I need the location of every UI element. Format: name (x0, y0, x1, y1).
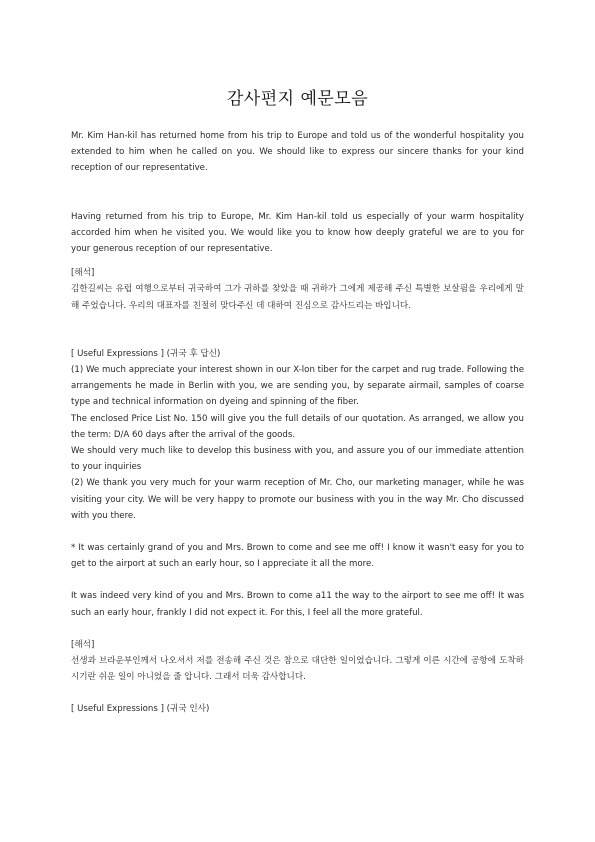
page-title: 감사편지 예문모음 (226, 89, 369, 109)
useful-expressions-header-1: [ Useful Expressions ] (귀국 후 답신) (71, 348, 221, 359)
translation-2: 선생과 브라운부인께서 나오셔서 저를 전송해 주신 것은 참으로 대단한 일이었습니다. 그렇게 이른 시간에 공항에 도착하시기란 쉬운 일이 아니었을 줄 압니다. 그래서 더욱 감사합니다. (71, 656, 524, 683)
translation-1: 김한길씨는 유럽 여행으로부터 귀국하여 그가 귀하를 찾았을 때 귀하가 그에게 제공해 주신 특별한 보살핌을 우리에게 말해 주었습니다. 우리의 대표자를 친절히 맞다주신 데 대하여 진심으로 감사드리는 바입니다. (71, 284, 524, 311)
useful-expression-3: We should very much like to develop this business with you, and assure you of our immediate attention to your inquiries (71, 446, 524, 473)
paragraph-4: It was indeed very kind of you and Mrs. Brown to come a11 the way to the airport to see me off! It was such an early hour, frankly I did not expect it. For this, I feel all the more grateful. (71, 591, 524, 618)
document-body (71, 128, 524, 718)
paragraph-3: * It was certainly grand of you and Mrs. Brown to come and see me off! I know it wasn't easy for you to get to the airport at such an early hour, so I appreciate it all the more. (71, 543, 524, 570)
translation-label-1: [해석] (71, 268, 95, 279)
useful-expression-2: The enclosed Price List No. 150 will give you the full details of our quotation. As arranged, we allow you the term: D/A 60 days after the arrival of the goods. (71, 413, 524, 440)
useful-expressions-header-2: [ Useful Expressions ] (귀국 인사) (71, 704, 210, 715)
useful-expression-1: (1) We much appreciate your interest shown in our X-lon tiber for the carpet and rug trade. Following the arrangements he made in Berlin with you, we are sending you, by separate airmail, samples of coarse type and technical information on dyeing and spinning of the fiber. (71, 365, 524, 408)
useful-expression-4: (2) We thank you very much for your warm reception of Mr. Cho, our marketing manager, while he was visiting your city. We will be very happy to promote our business with you in the way Mr. Cho discussed with you there. (71, 478, 524, 521)
paragraph-2: Having returned from his trip to Europe, Mr. Kim Han-kil told us especially of your warm hospitality accorded him when he visited you. We would like you to know how deeply grateful we are to you for your generous reception of our representative. (71, 211, 524, 255)
paragraph-1: Mr. Kim Han-kil has returned home from his trip to Europe and told us of the wonderful hospitality you extended to him when he called on you. We should like to express our sincere thanks for your kind reception of our representative. (71, 131, 524, 174)
translation-label-2: [해석] (71, 639, 95, 650)
